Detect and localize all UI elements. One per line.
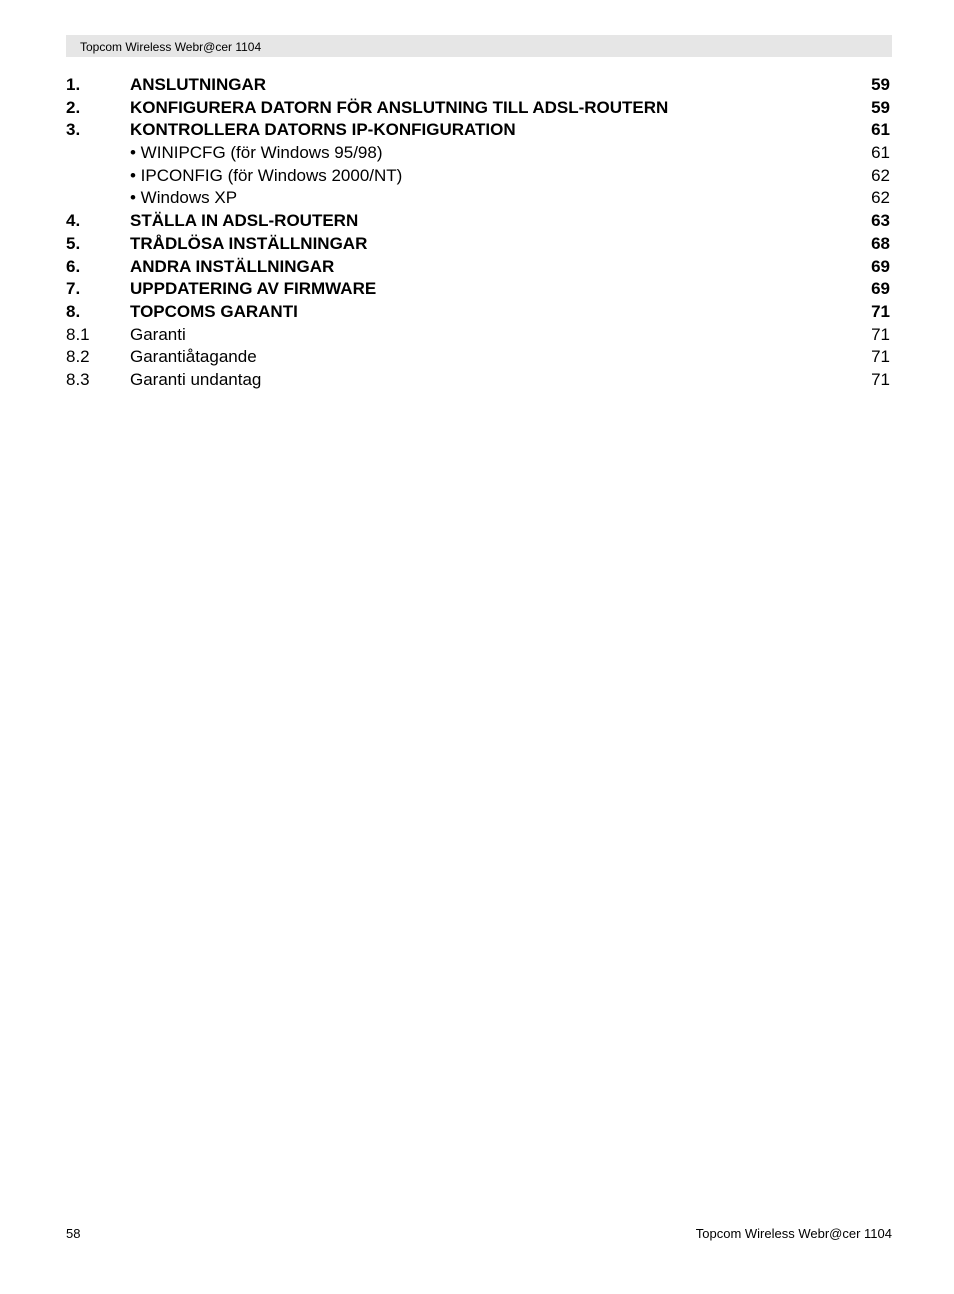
- toc-entry-number: 8.: [66, 301, 81, 321]
- toc-entry[interactable]: [66, 233, 890, 256]
- toc-entry-number: 4.: [66, 211, 81, 231]
- toc-entry-number: 7.: [66, 279, 81, 299]
- running-header: [66, 35, 892, 57]
- toc-entry[interactable]: [66, 278, 890, 301]
- toc-entry-number: 6.: [66, 256, 81, 276]
- footer-page-number: 58: [66, 1226, 81, 1241]
- toc-entry[interactable]: [66, 210, 890, 233]
- toc-entry-page: 61: [871, 143, 890, 163]
- toc-entry-page: 62: [871, 188, 890, 208]
- toc-entry-page: 62: [871, 165, 890, 185]
- toc-entry-page: 68: [871, 233, 890, 253]
- toc-entry-page: 59: [871, 75, 890, 94]
- toc-entry[interactable]: [66, 119, 890, 142]
- toc-entry[interactable]: [66, 74, 890, 97]
- toc-entry[interactable]: [66, 187, 890, 210]
- toc-entry-title: STÄLLA IN ADSL-ROUTERN: [130, 211, 359, 231]
- toc-entry[interactable]: [66, 324, 890, 347]
- toc-entry-title: ANSLUTNINGAR: [130, 75, 266, 94]
- toc-entry-title: Garanti: [130, 324, 186, 344]
- toc-entry-number: 3.: [66, 120, 81, 140]
- footer-title: Topcom Wireless Webr@cer 1104: [695, 1226, 892, 1241]
- toc-entry-title: • Windows XP: [130, 188, 238, 208]
- toc-entry-page: 71: [871, 301, 890, 321]
- toc-entry-page: 63: [871, 211, 890, 231]
- toc-entry-page: 71: [871, 347, 890, 367]
- toc-entry-page: 59: [871, 97, 890, 117]
- toc-entry-title: TOPCOMS GARANTI: [130, 301, 298, 321]
- toc-entry[interactable]: [66, 369, 890, 392]
- toc-entry-title: TRÅDLÖSA INSTÄLLNINGAR: [130, 233, 368, 253]
- toc-entry[interactable]: [66, 301, 890, 324]
- toc-entry-title: KONTROLLERA DATORNS IP-KONFIGURATION: [130, 120, 516, 140]
- toc-entry-number: 8.2: [66, 347, 90, 367]
- toc-entry-number: 5.: [66, 233, 81, 253]
- toc-entry[interactable]: [66, 165, 890, 188]
- toc-entry-page: 71: [871, 324, 890, 344]
- toc-entry-page: 69: [871, 279, 890, 299]
- toc-entry-page: 69: [871, 256, 890, 276]
- toc-entry-title: ANDRA INSTÄLLNINGAR: [130, 256, 335, 276]
- toc-entry-page: 61: [871, 120, 890, 140]
- toc-entry[interactable]: [66, 256, 890, 279]
- toc-entry[interactable]: [66, 142, 890, 165]
- toc-entry[interactable]: [66, 97, 890, 120]
- toc-entry-page: 71: [871, 369, 890, 389]
- toc-entry-title: Garantiåtagande: [130, 347, 257, 367]
- toc-entry-number: 1.: [66, 75, 81, 94]
- toc-entry-title: Garanti undantag: [130, 369, 262, 389]
- toc-entry-title: • WINIPCFG (för Windows 95/98): [130, 143, 383, 163]
- toc-entry-number: 2.: [66, 97, 81, 117]
- toc-entry-title: KONFIGURERA DATORN FÖR ANSLUTNING TILL ADSL-ROUTERN: [130, 97, 669, 117]
- toc-entry-number: 8.3: [66, 369, 90, 389]
- toc-entry-title: UPPDATERING AV FIRMWARE: [130, 279, 377, 299]
- toc-entry-title: • IPCONFIG (för Windows 2000/NT): [130, 165, 403, 185]
- toc-entry[interactable]: [66, 346, 890, 369]
- toc-entry-number: 8.1: [66, 324, 90, 344]
- table-of-contents: [66, 74, 890, 392]
- header-title: Topcom Wireless Webr@cer 1104: [80, 40, 262, 54]
